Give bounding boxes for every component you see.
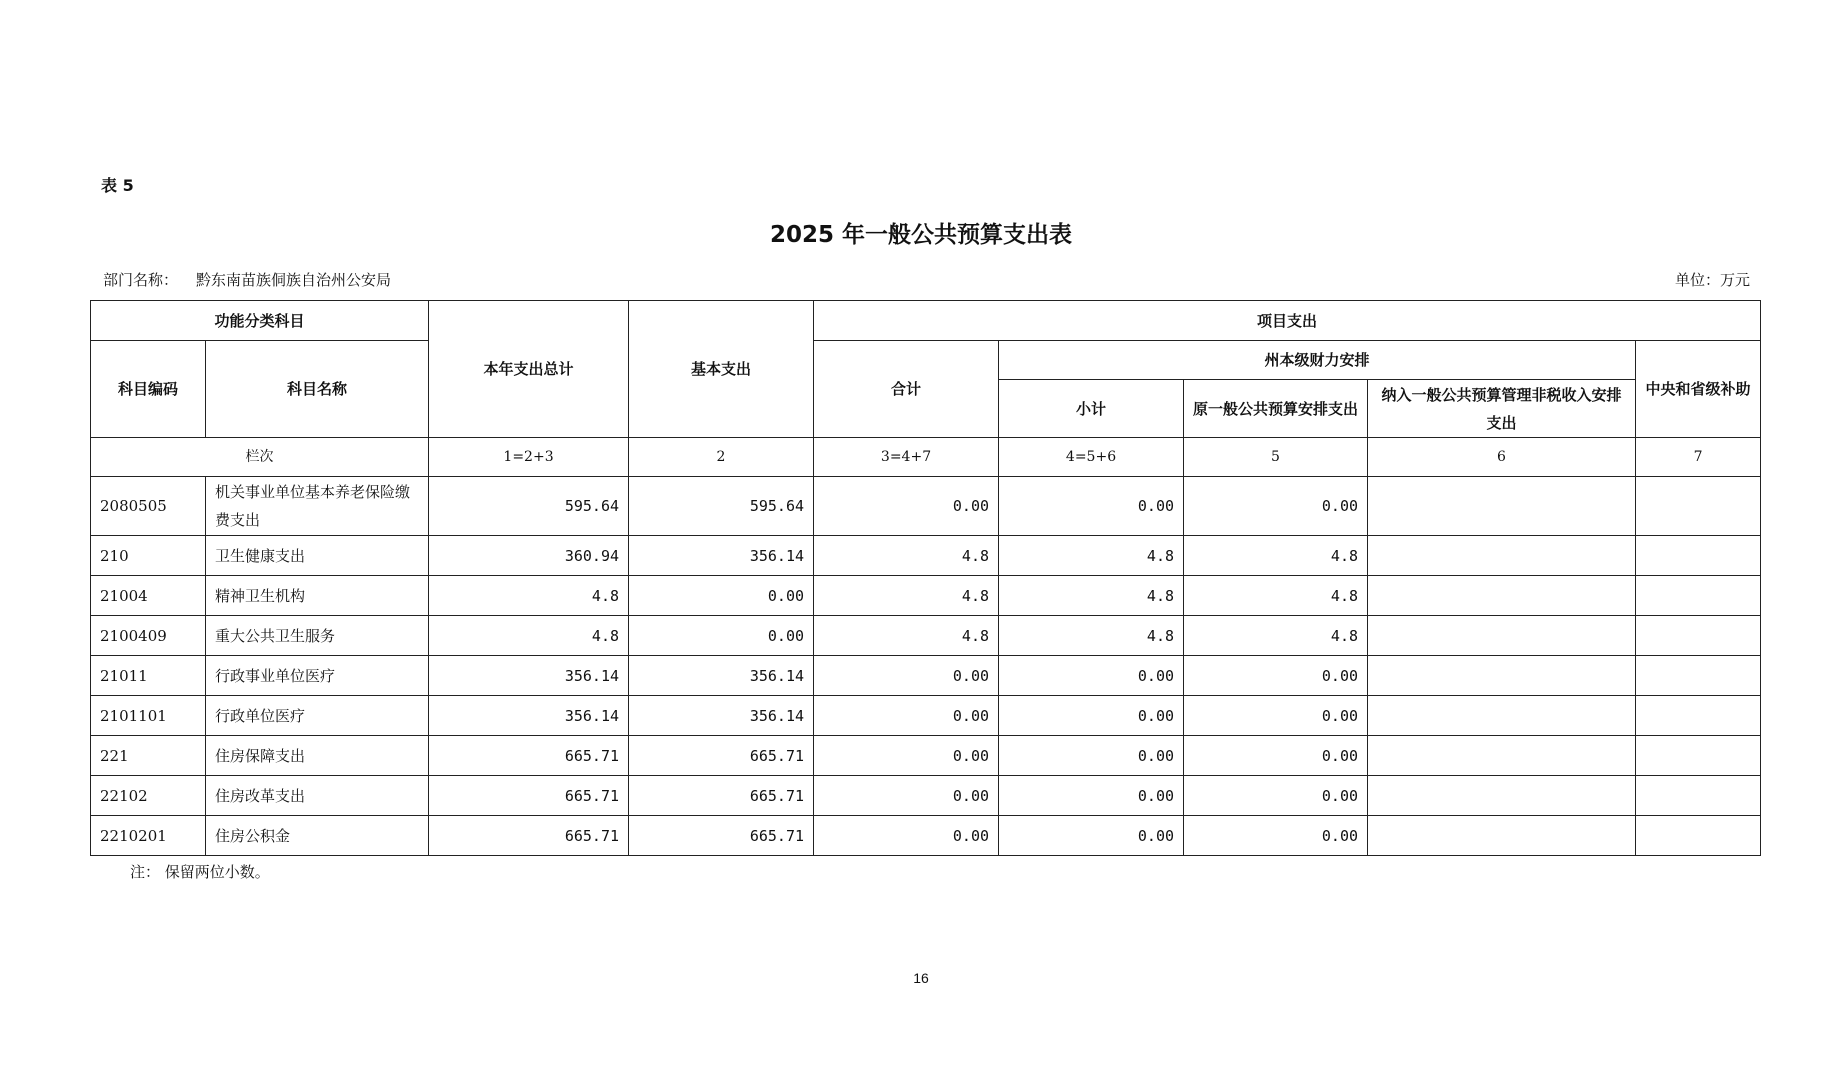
subtotal-cell: 0.00: [999, 656, 1184, 696]
header-functional-category: 功能分类科目: [91, 301, 429, 341]
header-central-provincial: 中央和省级补助: [1636, 341, 1761, 438]
subject-name-cell: 住房保障支出: [206, 736, 429, 776]
column-index-cell: 7: [1636, 438, 1761, 477]
non-tax-cell: [1368, 776, 1636, 816]
central-provincial-cell: [1636, 736, 1761, 776]
basic-cell: 665.71: [629, 736, 814, 776]
subject-name-cell: 行政事业单位医疗: [206, 656, 429, 696]
project-total-cell: 4.8: [814, 536, 999, 576]
central-provincial-cell: [1636, 536, 1761, 576]
original-general-cell: 4.8: [1184, 616, 1368, 656]
column-index-cell: 5: [1184, 438, 1368, 477]
project-total-cell: 0.00: [814, 477, 999, 536]
total-cell: 4.8: [429, 616, 629, 656]
total-cell: 665.71: [429, 816, 629, 856]
project-total-cell: 4.8: [814, 576, 999, 616]
subject-name-cell: 机关事业单位基本养老保险缴费支出: [206, 477, 429, 536]
central-provincial-cell: [1636, 616, 1761, 656]
subject-code-cell: 2210201: [91, 816, 206, 856]
subject-code-cell: 22102: [91, 776, 206, 816]
total-cell: 665.71: [429, 736, 629, 776]
project-total-cell: 0.00: [814, 776, 999, 816]
table-row: [91, 736, 1761, 776]
project-total-cell: 4.8: [814, 616, 999, 656]
subtotal-cell: 0.00: [999, 816, 1184, 856]
non-tax-cell: [1368, 736, 1636, 776]
central-provincial-cell: [1636, 576, 1761, 616]
table-row: [91, 477, 1761, 536]
header-subject-code: 科目编码: [91, 341, 206, 438]
subtotal-cell: 0.00: [999, 477, 1184, 536]
basic-cell: 356.14: [629, 696, 814, 736]
original-general-cell: 0.00: [1184, 816, 1368, 856]
page-number: 16: [913, 970, 929, 986]
subtotal-cell: 0.00: [999, 776, 1184, 816]
table-row: [91, 576, 1761, 616]
subject-code-cell: 21011: [91, 656, 206, 696]
total-cell: 360.94: [429, 536, 629, 576]
central-provincial-cell: [1636, 477, 1761, 536]
header-project-total: 合计: [814, 341, 999, 438]
column-index-cell: 3=4+7: [814, 438, 999, 477]
basic-cell: 0.00: [629, 616, 814, 656]
total-cell: 665.71: [429, 776, 629, 816]
non-tax-cell: [1368, 576, 1636, 616]
subject-name-cell: 重大公共卫生服务: [206, 616, 429, 656]
column-index-cell: 6: [1368, 438, 1636, 477]
subtotal-cell: 0.00: [999, 736, 1184, 776]
subject-code-cell: 2101101: [91, 696, 206, 736]
department-label: 部门名称：: [103, 271, 179, 289]
subject-code-cell: 2100409: [91, 616, 206, 656]
page-title: 2025 年一般公共预算支出表: [769, 222, 1073, 248]
non-tax-cell: [1368, 477, 1636, 536]
header-subject-name: 科目名称: [206, 341, 429, 438]
table-row: [91, 816, 1761, 856]
table-row: [91, 696, 1761, 736]
footnote: 注： 保留两位小数。: [130, 863, 270, 881]
header-subtotal: 小计: [999, 380, 1184, 438]
non-tax-cell: [1368, 696, 1636, 736]
department-value: 黔东南苗族侗族自治州公安局: [196, 271, 392, 289]
header-state-level: 州本级财力安排: [999, 341, 1636, 380]
header-total: 本年支出总计: [429, 301, 629, 438]
subject-name-cell: 住房改革支出: [206, 776, 429, 816]
total-cell: 595.64: [429, 477, 629, 536]
basic-cell: 0.00: [629, 576, 814, 616]
table-body: [91, 438, 1761, 856]
budget-table: [90, 300, 1761, 856]
header-non-tax: 纳入一般公共预算管理非税收入安排支出: [1368, 380, 1636, 438]
central-provincial-cell: [1636, 776, 1761, 816]
subtotal-cell: 0.00: [999, 696, 1184, 736]
original-general-cell: 0.00: [1184, 776, 1368, 816]
header-project: 项目支出: [814, 301, 1761, 341]
project-total-cell: 0.00: [814, 736, 999, 776]
subject-name-cell: 精神卫生机构: [206, 576, 429, 616]
project-total-cell: 0.00: [814, 816, 999, 856]
column-index-cell: 4=5+6: [999, 438, 1184, 477]
basic-cell: 665.71: [629, 816, 814, 856]
non-tax-cell: [1368, 616, 1636, 656]
original-general-cell: 4.8: [1184, 576, 1368, 616]
central-provincial-cell: [1636, 696, 1761, 736]
header-original-general: 原一般公共预算安排支出: [1184, 380, 1368, 438]
unit-label: 单位：万元: [1674, 271, 1750, 289]
subtotal-cell: 4.8: [999, 576, 1184, 616]
original-general-cell: 4.8: [1184, 536, 1368, 576]
subject-code-cell: 2080505: [91, 477, 206, 536]
subject-code-cell: 221: [91, 736, 206, 776]
basic-cell: 356.14: [629, 536, 814, 576]
subject-code-cell: 210: [91, 536, 206, 576]
original-general-cell: 0.00: [1184, 477, 1368, 536]
subject-name-cell: 行政单位医疗: [206, 696, 429, 736]
total-cell: 356.14: [429, 656, 629, 696]
original-general-cell: 0.00: [1184, 696, 1368, 736]
table-row: [91, 656, 1761, 696]
original-general-cell: 0.00: [1184, 736, 1368, 776]
central-provincial-cell: [1636, 656, 1761, 696]
header-basic: 基本支出: [629, 301, 814, 438]
table-row: [91, 536, 1761, 576]
basic-cell: 665.71: [629, 776, 814, 816]
total-cell: 4.8: [429, 576, 629, 616]
original-general-cell: 0.00: [1184, 656, 1368, 696]
subtotal-cell: 4.8: [999, 536, 1184, 576]
subtotal-cell: 4.8: [999, 616, 1184, 656]
subject-name-cell: 住房公积金: [206, 816, 429, 856]
column-index-row: [91, 438, 1761, 477]
department-line: [103, 269, 391, 290]
central-provincial-cell: [1636, 816, 1761, 856]
basic-cell: 595.64: [629, 477, 814, 536]
table-row: [91, 616, 1761, 656]
non-tax-cell: [1368, 656, 1636, 696]
basic-cell: 356.14: [629, 656, 814, 696]
column-index-cell: 2: [629, 438, 814, 477]
column-index-label: 栏次: [91, 438, 429, 477]
table-label: 表 5: [101, 176, 134, 195]
subject-name-cell: 卫生健康支出: [206, 536, 429, 576]
project-total-cell: 0.00: [814, 696, 999, 736]
non-tax-cell: [1368, 536, 1636, 576]
total-cell: 356.14: [429, 696, 629, 736]
project-total-cell: 0.00: [814, 656, 999, 696]
column-index-cell: 1=2+3: [429, 438, 629, 477]
non-tax-cell: [1368, 816, 1636, 856]
table-row: [91, 776, 1761, 816]
subject-code-cell: 21004: [91, 576, 206, 616]
